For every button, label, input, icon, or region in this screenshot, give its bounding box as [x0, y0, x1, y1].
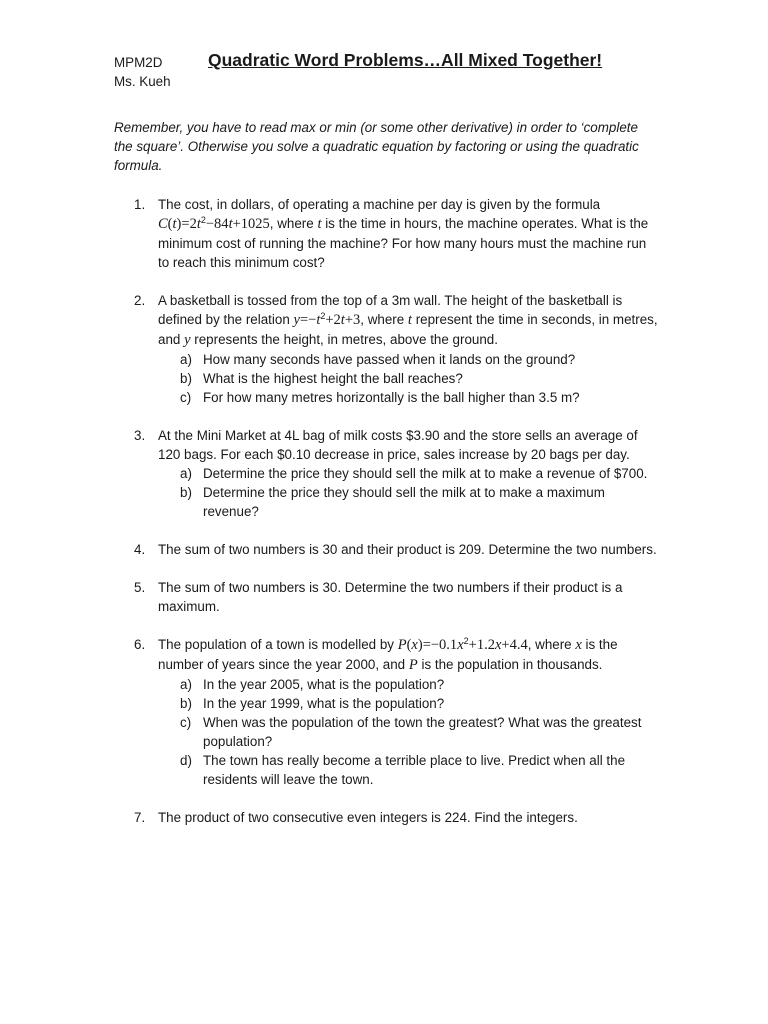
problem-number: 4.	[134, 542, 146, 557]
problem-text: The sum of two numbers is 30 and their product is 209. Determine the two numbers.	[158, 542, 657, 557]
cost-formula: $C(t)=2t^2-84t+1025$	[158, 215, 270, 232]
problem-3	[114, 426, 659, 521]
problem-number: 2.	[134, 293, 146, 308]
sub-question-a: a) In the year 2005, what is the population?	[180, 677, 445, 692]
worksheet-page	[114, 50, 659, 846]
problem-4	[114, 540, 659, 559]
teacher-name: Ms. Kueh	[114, 74, 171, 89]
problem-number: 3.	[134, 428, 146, 443]
problem-text: The sum of two numbers is 30. Determine the two numbers if their product is a maximum.	[158, 580, 623, 614]
variable-x: x	[575, 637, 582, 653]
problem-number: 7.	[134, 810, 146, 825]
course-code: MPM2D	[114, 55, 163, 70]
sub-question-list	[158, 464, 659, 521]
sub-question-b: b) Determine the price they should sell the milk at to make a maximum revenue?	[180, 485, 605, 519]
problem-number: 1.	[134, 197, 146, 212]
page-title: Quadratic Word Problems…All Mixed Together!	[208, 50, 603, 70]
sub-question-a: a) Determine the price they should sell the milk at to make a revenue of $700.	[180, 466, 648, 481]
problem-text: The population of a town is modelled by	[158, 637, 394, 652]
sub-question-d: d) The town has really become a terrible place to live. Predict when all the residents will leave the town.	[180, 753, 626, 787]
height-formula: $y=-t^2+2t+3$	[293, 311, 361, 328]
worksheet-header	[114, 50, 659, 92]
problem-text: A basketball is tossed from the top of a 3m wall. The height of the basketball is defined by the relation	[158, 293, 623, 327]
sub-question-list	[158, 675, 659, 789]
problem-text: The cost, in dollars, of operating a machine per day is given by the formula	[158, 197, 601, 212]
sub-question-b: b) In the year 1999, what is the population?	[180, 696, 445, 711]
sub-question-c: c) For how many metres horizontally is the ball higher than 3.5 m?	[180, 390, 580, 405]
problem-number: 6.	[134, 637, 146, 652]
variable-t: t	[317, 216, 322, 232]
problem-text: At the Mini Market at 4L bag of milk costs $3.90 and the store sells an average of 120 bags. For each $0.10 decrease in price, sales increase by 20 bags per day.	[158, 428, 638, 462]
problem-1: 1. The cost, in dollars, of operating a machine per day is given by the formula $C(t)=2t^2-84t+1025$, where t is the time in hours, the machine operates. What is the minimum cost of running the machine? For how many hours must the machine run to reach this minimum cost?	[134, 197, 649, 270]
problem-5	[114, 578, 659, 616]
problem-7	[114, 808, 659, 827]
sub-question-c: c) When was the population of the town the greatest? What was the greatest population?	[180, 715, 642, 749]
sub-question-a: a) How many seconds have passed when it lands on the ground?	[180, 352, 576, 367]
population-formula: $P(x)=-0.1x^2+1.2x+4.4$	[397, 636, 528, 653]
problem-text: The product of two consecutive even integers is 224. Find the integers.	[158, 810, 578, 825]
sub-question-list	[158, 350, 659, 407]
variable-t: t	[407, 312, 412, 328]
problem-2: 2. A basketball is tossed from the top of a 3m wall. The height of the basketball is defined by the relation $y=-t^2+2t+3$, where t represent the time in seconds, in metres, and y represents the height, in metres, above the ground. a) How many seconds have passed when it lands on the ground? b) What is the highest height the ball reaches? c) For how many metres horizontally is the ball higher than 3.5 m?	[134, 293, 658, 405]
problem-number: 5.	[134, 580, 146, 595]
problem-6: 6. The population of a town is modelled by $P(x)=-0.1x^2+1.2x+4.4$, where x is the number of years since the year 2000, and P is the population in thousands. a) In the year 2005, what is the population? b) In the year 1999, what is the population? c) When was the population of the town the greatest? What was the greatest population? d) The town has really become a terrible place to live. Predict when all the residents will leave the town.	[114, 635, 659, 789]
sub-question-b: b) What is the highest height the ball reaches?	[180, 371, 463, 386]
variable-y: y	[184, 332, 191, 348]
intro-paragraph: Remember, you have to read max or min (or some other derivative) in order to ‘complete the square’. Otherwise you solve a quadratic equation by factoring or using the quadratic formula.	[114, 120, 639, 173]
problem-list	[114, 195, 659, 827]
variable-p: P	[408, 657, 418, 673]
